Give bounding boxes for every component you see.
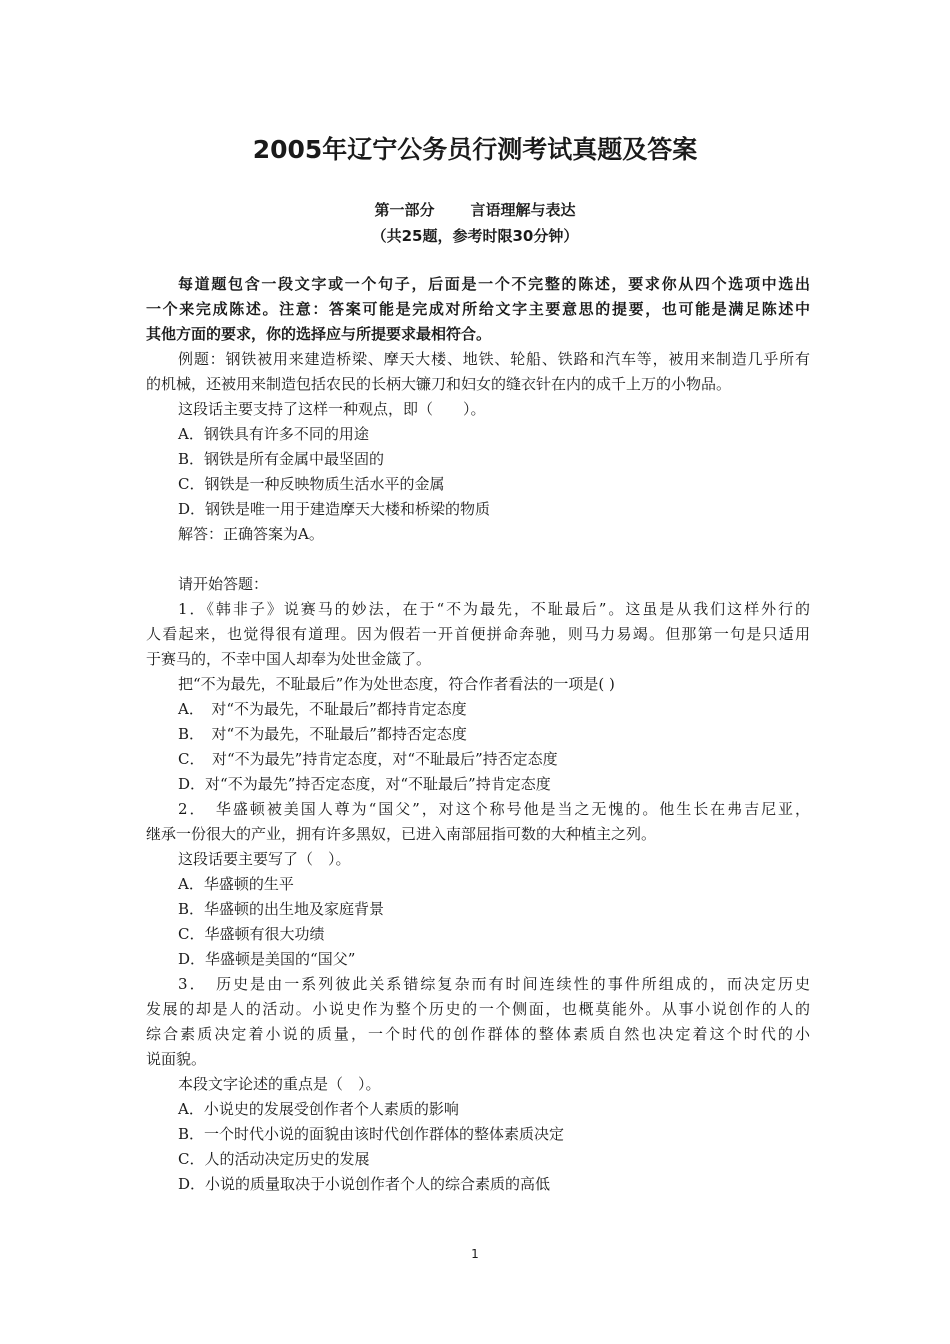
text-line: D．小说的质量取决于小说创作者个人的综合素质的高低: [178, 1175, 551, 1193]
document-body: [146, 272, 810, 1197]
text-line: C． 对“不为最先”持肯定态度，对“不耻最后”持否定态度: [178, 750, 558, 768]
text-line: 综合素质决定着小说的质量，一个时代的创作群体的整体素质自然也决定着这个时代的小: [146, 1025, 810, 1043]
text-line: 其他方面的要求，你的选择应与所提要求最相符合。: [146, 325, 492, 343]
text-line: C．人的活动决定历史的发展: [178, 1150, 370, 1168]
text-line: 一个来完成陈述。注意：答案可能是完成对所给文字主要意思的提要，也可能是满足陈述中: [146, 300, 810, 318]
text-line: C．华盛顿有很大功绩: [178, 925, 325, 943]
part-topic: 言语理解与表达: [470, 201, 576, 219]
text-line: A．小说史的发展受创作者个人素质的影响: [178, 1100, 459, 1118]
text-line: C．钢铁是一种反映物质生活水平的金属: [178, 475, 445, 493]
text-line: 这段话要主要写了（ ）。: [178, 850, 351, 868]
text-line: D．华盛顿是美国的“国父”: [178, 950, 356, 968]
text-line: 3． 历史是由一系列彼此关系错综复杂而有时间连续性的事件所组成的，而决定历史: [178, 975, 810, 993]
text-line: 2． 华盛顿被美国人尊为“国父”，对这个称号他是当之无愧的。他生长在弗吉尼亚，: [178, 800, 810, 818]
text-line: D．对“不为最先”持否定态度，对“不耻最后”持肯定态度: [178, 775, 551, 793]
text-line: 继承一份很大的产业，拥有许多黑奴，已进入南部屈指可数的大种植主之列。: [146, 825, 657, 843]
text-line: B．华盛顿的出生地及家庭背景: [178, 900, 385, 918]
document-title: 2005年辽宁公务员行测考试真题及答案: [252, 135, 698, 164]
text-line: 请开始答题：: [178, 575, 269, 593]
text-line: 这段话主要支持了这样一种观点，即（ ）。: [178, 400, 486, 418]
text-line: 说面貌。: [146, 1050, 207, 1068]
blank-line: [146, 547, 810, 572]
text-line: 本段文字论述的重点是（ ）。: [178, 1075, 381, 1093]
section-subtitle: （共25题，参考时限30分钟）: [371, 227, 579, 245]
section-heading: [0, 198, 950, 222]
text-line: A．华盛顿的生平: [178, 875, 294, 893]
text-line: 每道题包含一段文字或一个句子，后面是一个不完整的陈述，要求你从四个选项中选出: [178, 275, 810, 293]
text-line: 发展的却是人的活动。小说史作为整个历史的一个侧面，也概莫能外。从事小说创作的人的: [146, 1000, 810, 1018]
text-line: 人看起来，也觉得很有道理。因为假若一开首便拼命奔驰，则马力易竭。但那第一句是只适用: [146, 625, 810, 643]
text-line: A． 对“不为最先，不耻最后”都持肯定态度: [178, 700, 467, 718]
text-line: 把“不为最先，不耻最后”作为处世态度，符合作者看法的一项是( ): [178, 675, 615, 693]
text-line: B．一个时代小说的面貌由该时代创作群体的整体素质决定: [178, 1125, 565, 1143]
page-number: 1: [471, 1247, 479, 1261]
text-line: B． 对“不为最先，不耻最后”都持否定态度: [178, 725, 467, 743]
text-line: 于赛马的，不幸中国人却奉为处世金箴了。: [146, 650, 432, 668]
part-name: 第一部分: [374, 201, 435, 219]
text-line: D．钢铁是唯一用于建造摩天大楼和桥梁的物质: [178, 500, 491, 518]
text-line: 1．《韩非子》说赛马的妙法，在于“不为最先，不耻最后”。这虽是从我们这样外行的: [178, 600, 810, 618]
text-line: 例题：钢铁被用来建造桥梁、摩天大楼、地铁、轮船、铁路和汽车等，被用来制造几乎所有: [178, 350, 810, 368]
text-line: A．钢铁具有许多不同的用途: [178, 425, 369, 443]
text-line: 解答：正确答案为A。: [178, 525, 324, 543]
text-line: 的机械，还被用来制造包括农民的长柄大镰刀和妇女的缝衣针在内的成千上万的小物品。: [146, 375, 732, 393]
text-line: B．钢铁是所有金属中最坚固的: [178, 450, 385, 468]
